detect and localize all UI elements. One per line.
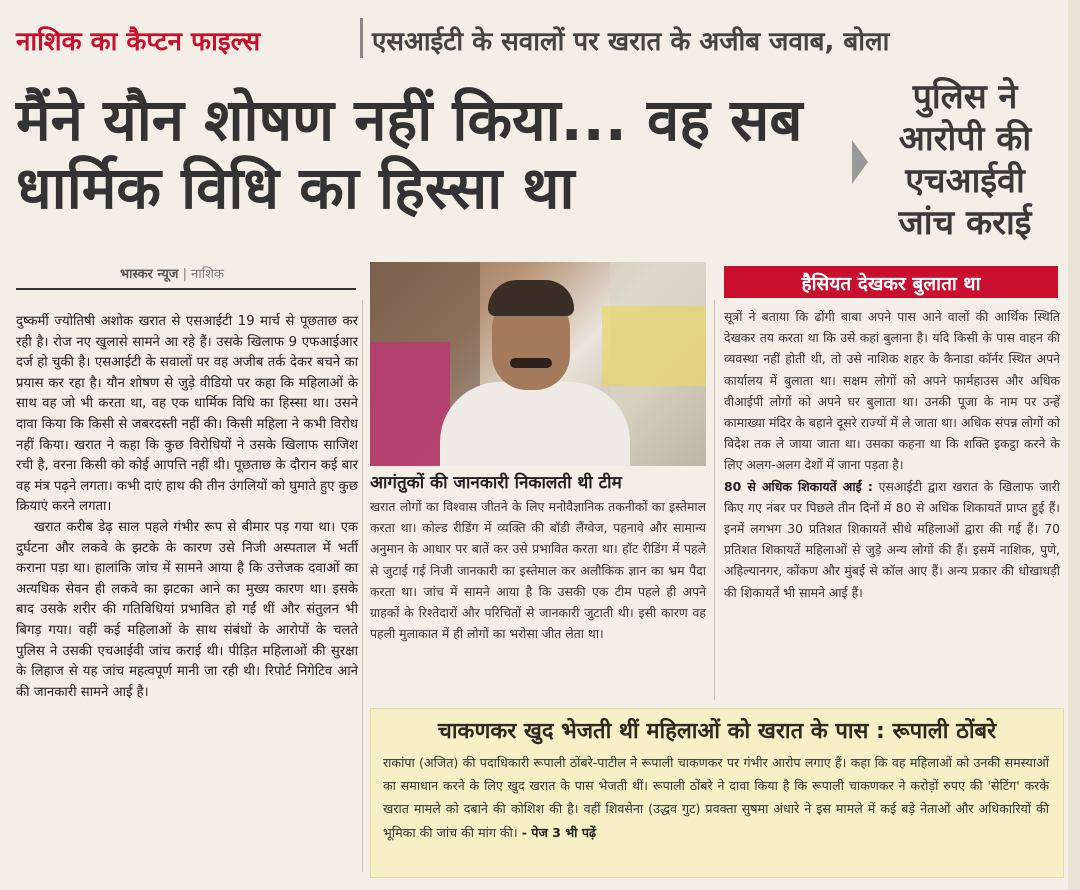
sub-headline: एसआईटी के सवालों पर खरात के अजीब जवाब, बोला xyxy=(372,27,890,57)
photo-caption: आगंतुकों की जानकारी निकालती थी टीम xyxy=(370,473,622,493)
section-kicker: नाशिक का कैप्टन फाइल्स xyxy=(16,27,261,57)
sidebar-box-body xyxy=(383,751,1049,844)
byline: भास्कर न्यूज | नाशिक xyxy=(120,267,224,282)
column-3-heading-text: हैसियत देखकर बुलाता था xyxy=(801,273,981,295)
article-paragraph xyxy=(724,476,1060,603)
byline-rule xyxy=(16,288,356,290)
side-note-arrow-icon xyxy=(852,140,868,184)
article-column-1 xyxy=(16,312,358,703)
article-paragraph: खरात करीब डेढ़ साल पहले गंभीर रूप से बीमार पड़ गया था। एक दुर्घटना और लकवे के झटके के कारण उसे निजी अस्पताल में भर्ती कराना पड़ा था। हालांकि जांच में सामने आया है कि उत्तेजक दवाओं का अत्यधिक सेवन ही लकवे का झटका आने का मुख्य कारण था। इसके बाद उसके शरीर की गतिविधियां प्रभावित हो गईं थीं और संतुलन भी बिगड़ गया। वहीं कई महिलाओं के साथ संबंधों के आरोपों के चलते पुलिस ने उसकी एचआईवी जांच कराई थी। पीड़ित महिलाओं की सुरक्षा के लिहाज से यह जांच महत्वपूर्ण मानी जा रही थी। रिपोर्ट निगेटिव आने की जानकारी सामने आई है। xyxy=(16,519,358,700)
continue-reference: - पेज 3 भी पढ़ें xyxy=(521,824,597,840)
byline-agency: भास्कर न्यूज xyxy=(120,267,179,282)
sidebar-box-text: राकांपा (अजित) की पदाधिकारी रूपाली ठोंबरे-पाटील ने रूपाली चाकणकर पर गंभीर आरोप लगाए हैं। कहा कि वह महिलाओं को उनकी समस्याओं का समाधान करने के लिए खुद खरात के पास भेजती थीं। रूपाली ठोंबरे ने दावा किया है कि रूपाली चाकणकर ने करोड़ों रुपए की 'सेटिंग' करके खरात मामले को दबाने की कोशिश की है। वहीं शिवसेना (उद्धव गुट) प्रवक्ता सुषमा अंधारे ने इस मामले में कई बड़े नेताओं और अधिकारियों की भूमिका की जांच की मांग की। xyxy=(383,755,1049,840)
sidebar-box xyxy=(370,708,1064,878)
byline-city: नाशिक xyxy=(191,267,224,282)
article-paragraph: दुष्कर्मी ज्योतिषी अशोक खरात से एसआईटी 19 मार्च से पूछताछ कर रही है। रोज नए खुलासे सामने आ रहे हैं। उसके खिलाफ 9 एफआईआर दर्ज हो चुकी है। एसआईटी के सवालों पर वह अजीब तर्क देकर बचने का प्रयास कर रहा है। यौन शोषण से जुड़े वीडियो पर कहा कि महिलाओं के साथ वह जो भी करता था, वह एक धार्मिक विधि का हिस्सा था। उसने दावा किया कि किसी से जबरदस्ती नहीं की। किसी महिला ने कभी विरोध नहीं किया। खरात ने कहा कि कुछ विरोधियों ने उसके खिलाफ साजिश रची है, वरना किसी को कोई आपत्ति नहीं थी। पूछताछ के दौरान कई बार वह मंत्र पढ़ने लगता। कभी दाएं हाथ की तीन उंगलियों को घुमाते हुए कुछ क्रियाएं करने लगता। xyxy=(16,314,358,515)
page-edge xyxy=(1068,0,1080,890)
side-note xyxy=(852,76,1062,252)
news-photo xyxy=(370,262,706,466)
article-column-3 xyxy=(724,306,1060,603)
main-headline: मैंने यौन शोषण नहीं किया... वह सब धार्मिक विधि का हिस्सा था xyxy=(16,86,803,222)
article-column-2 xyxy=(370,496,706,644)
article-paragraph: खरात लोगों का विश्वास जीतने के लिए मनोवैज्ञानिक तकनीकों का इस्तेमाल करता था। कोल्ड रीडिंग में व्यक्ति की बॉडी लैंग्वेज, पहनावे और सामान्य अनुमान के आधार पर बातें कर उसे प्रभावित करता था। हॉट रीडिंग में पहले से जुटाई गई निजी जानकारी का इस्तेमाल कर अलौकिक ज्ञान का भ्रम पैदा करता था। जांच में सामने आया है कि उसकी एक टीम पहले ही अपने ग्राहकों के रिश्तेदारों और परिचितों से जानकारी जुटाती थी। इसी कारण वह पहली मुलाकात में ही लोगों का भरोसा जीत लेता था। xyxy=(370,499,706,642)
article-paragraph: सूत्रों ने बताया कि ढोंगी बाबा अपने पास आने वालों की आर्थिक स्थिति देखकर तय करता था कि उसे कहां बुलाना है। यदि किसी के पास वाहन की व्यवस्था नहीं होती थी, तो उसे नाशिक शहर के कैनाडा कॉर्नर स्थित अपने कार्यालय में बुलाता था। सक्षम लोगों को अपने फार्महाउस और अधिक वीआईपी लोगों को अपने घर बुलाता था। उनकी पूजा के नाम पर उन्हें कामाख्या मंदिर के बहाने दूसरे राज्यों में ले जाता था। अधिक संपन्न लोगों को विदेश तक ले जाया जाता था। उसका कहना था कि शक्ति इकट्ठा करने के लिए अलग-अलग देशों में जाना पड़ता है। xyxy=(724,309,1060,473)
side-note-text: पुलिस ने आरोपी की एचआईवी जांच कराई xyxy=(898,77,1032,243)
column-divider xyxy=(362,300,363,872)
paragraph-lead: 80 से अधिक शिकायतें आईं : xyxy=(724,478,873,494)
column-3-heading xyxy=(724,266,1058,298)
column-divider xyxy=(714,300,715,700)
paragraph-body: एसआईटी द्वारा खरात के खिलाफ जारी किए गए नंबर पर पिछले तीन दिनों में 80 से अधिक शिकायतें प्राप्त हुई हैं। इनमें लगभग 30 प्रतिशत शिकायतें सीधे महिलाओं द्वारा की गई हैं। 70 प्रतिशत शिकायतें महिलाओं से जुड़े अन्य लोगों की हैं। इसमें नाशिक, पुणे, अहिल्यानगर, कोंकण और मुंबई से कॉल आए हैं। अन्य प्रकार की धोखाधड़ी की शिकायतें भी सामने आई हैं। xyxy=(724,478,1060,600)
sidebar-box-title: चाकणकर खुद भेजती थीं महिलाओं को खरात के पास : रूपाली ठोंबरे xyxy=(437,719,997,744)
kicker-divider xyxy=(360,18,363,58)
